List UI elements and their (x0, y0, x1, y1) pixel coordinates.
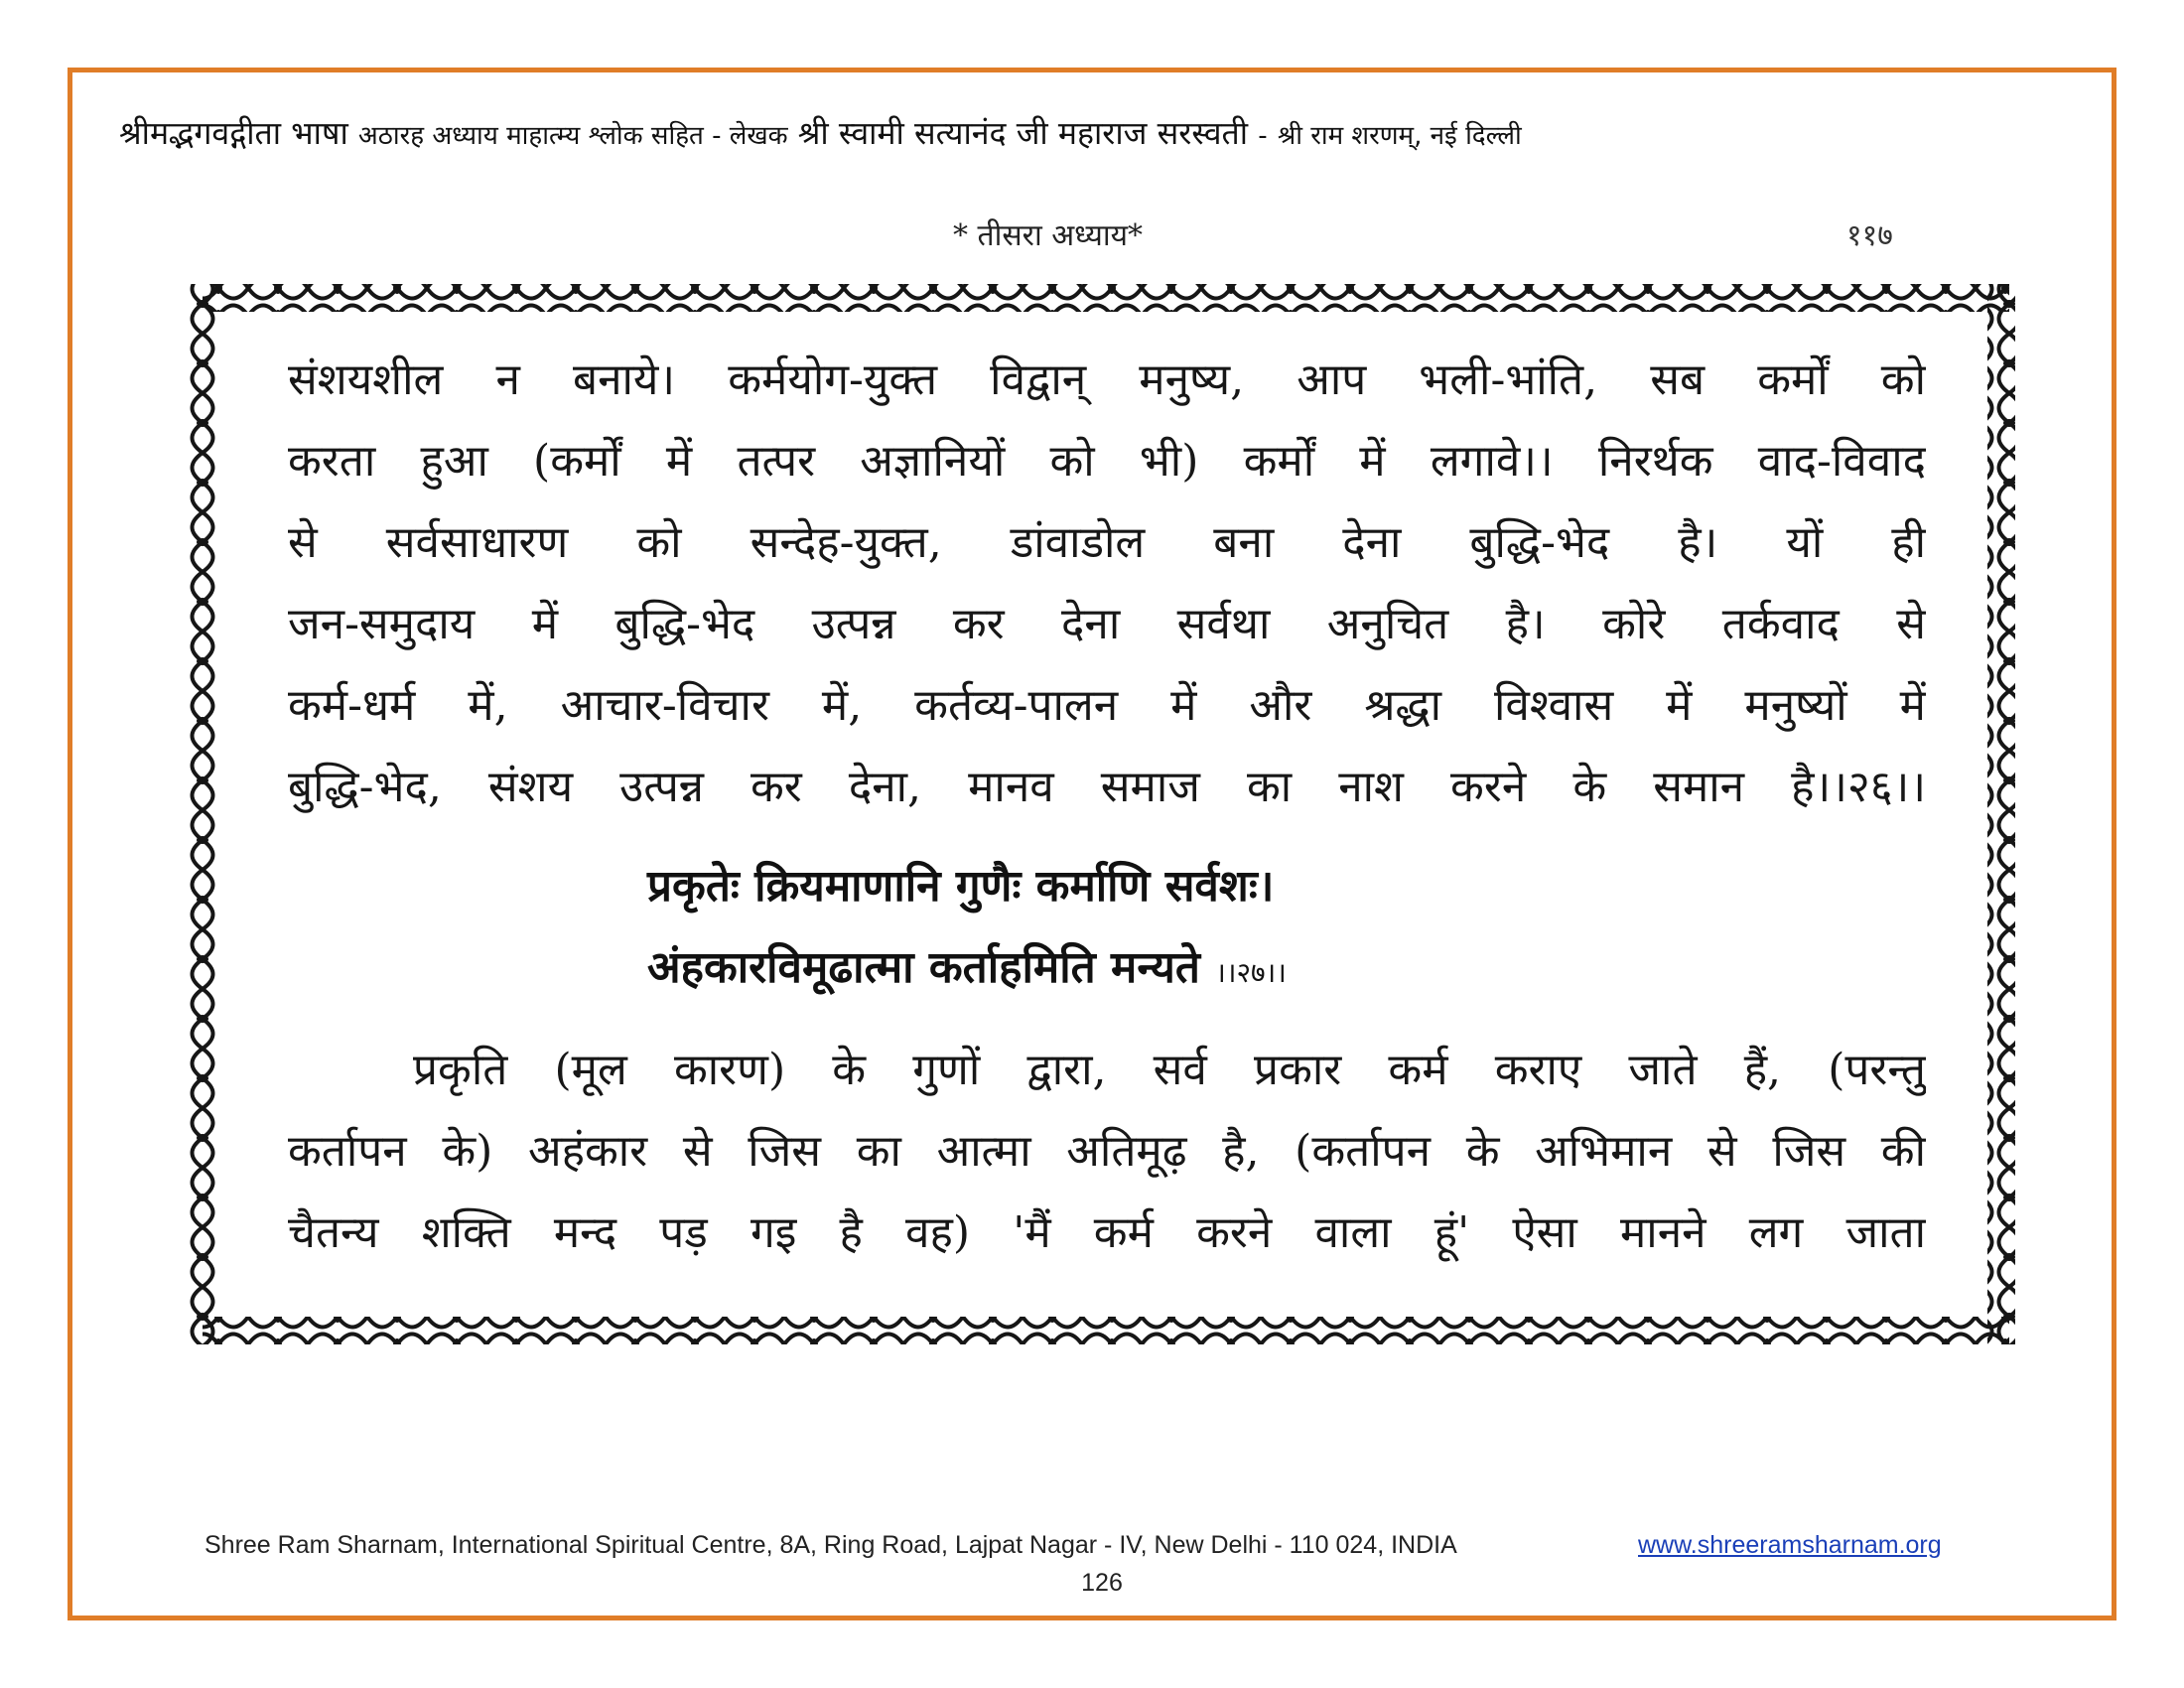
verse-number: ।।२७।। (1215, 956, 1287, 989)
document-header (119, 111, 2065, 158)
paragraph-line: चैतन्य शक्ति मन्द पड़ गइ है वह) 'मैं कर्म करने वाला हूं' ऐसा मानने लग जाता (288, 1207, 1926, 1258)
header-title: श्रीमद्भगवद्गीता भाषा (119, 114, 348, 152)
verse-line-2 (647, 927, 1926, 1014)
paragraph-line: जन-समुदाय में बुद्धि-भेद उत्पन्न कर देना सर्वथा अनुचित है। कोरे तर्कवाद से (288, 599, 1926, 649)
header-subtitle: अठारह अध्याय माहात्म्य श्लोक सहित - लेखक (357, 121, 788, 151)
header-author: श्री स्वामी सत्यानंद जी महाराज सरस्वती (797, 114, 1249, 152)
footer-page-number: 126 (1081, 1569, 1123, 1597)
website-link[interactable]: www.shreeramsharnam.org (1638, 1531, 1942, 1559)
header-separator: - (1258, 121, 1268, 151)
paragraph-line: से सर्वसाधारण को सन्देह-युक्त, डांवाडोल बना देना बुद्धि-भेद है। यों ही (288, 517, 1926, 568)
border-right (1987, 284, 2015, 1344)
book-page-number: ११७ (1846, 218, 1893, 253)
header-publisher: श्री राम शरणम्, नई दिल्ली (1277, 121, 1522, 151)
border-top (203, 284, 2009, 312)
scan-text (288, 340, 1926, 1274)
paragraph-line: बुद्धि-भेद, संशय उत्पन्न कर देना, मानव समाज का नाश करने के समान है।।२६।। (288, 762, 1926, 812)
sanskrit-verse (288, 846, 1926, 1014)
paragraph-line: कर्म-धर्म में, आचार-विचार में, कर्तव्य-पालन में और श्रद्धा विश्वास में मनुष्यों में (288, 680, 1926, 731)
paragraph-line: प्रकृति (मूल कारण) के गुणों द्वारा, सर्व प्रकार कर्म कराए जाते हैं, (परन्तु (413, 1045, 1926, 1095)
chapter-title: * तीसरा अध्याय* (953, 218, 1144, 253)
paragraph-line: करता हुआ (कर्मों में तत्पर अज्ञानियों को भी) कर्मों में लगावे।। निरर्थक वाद-विवाद (288, 436, 1926, 487)
footer-address: Shree Ram Sharnam, International Spiritual Centre, 8A, Ring Road, Lajpat Nagar - IV, New Delhi - 110 024, INDIA (205, 1531, 1457, 1559)
paragraph-line: कर्तापन के) अहंकार से जिस का आत्मा अतिमूढ़ है, (कर्तापन के अभिमान से जिस की (288, 1126, 1926, 1177)
border-bottom (203, 1317, 2009, 1344)
verse-line-1: प्रकृतेः क्रियमाणानि गुणैः कर्माणि सर्वशः। (647, 861, 1275, 912)
scanned-page (189, 274, 2025, 1356)
border-left (189, 284, 216, 1344)
paragraph-line: संशयशील न बनाये। कर्मयोग-युक्त विद्वान् मनुष्य, आप भली-भांति, सब कर्मों को (288, 354, 1926, 405)
verse-line-2-text: अंहकारविमूढात्मा कर्ताहमिति मन्यते (647, 942, 1200, 993)
